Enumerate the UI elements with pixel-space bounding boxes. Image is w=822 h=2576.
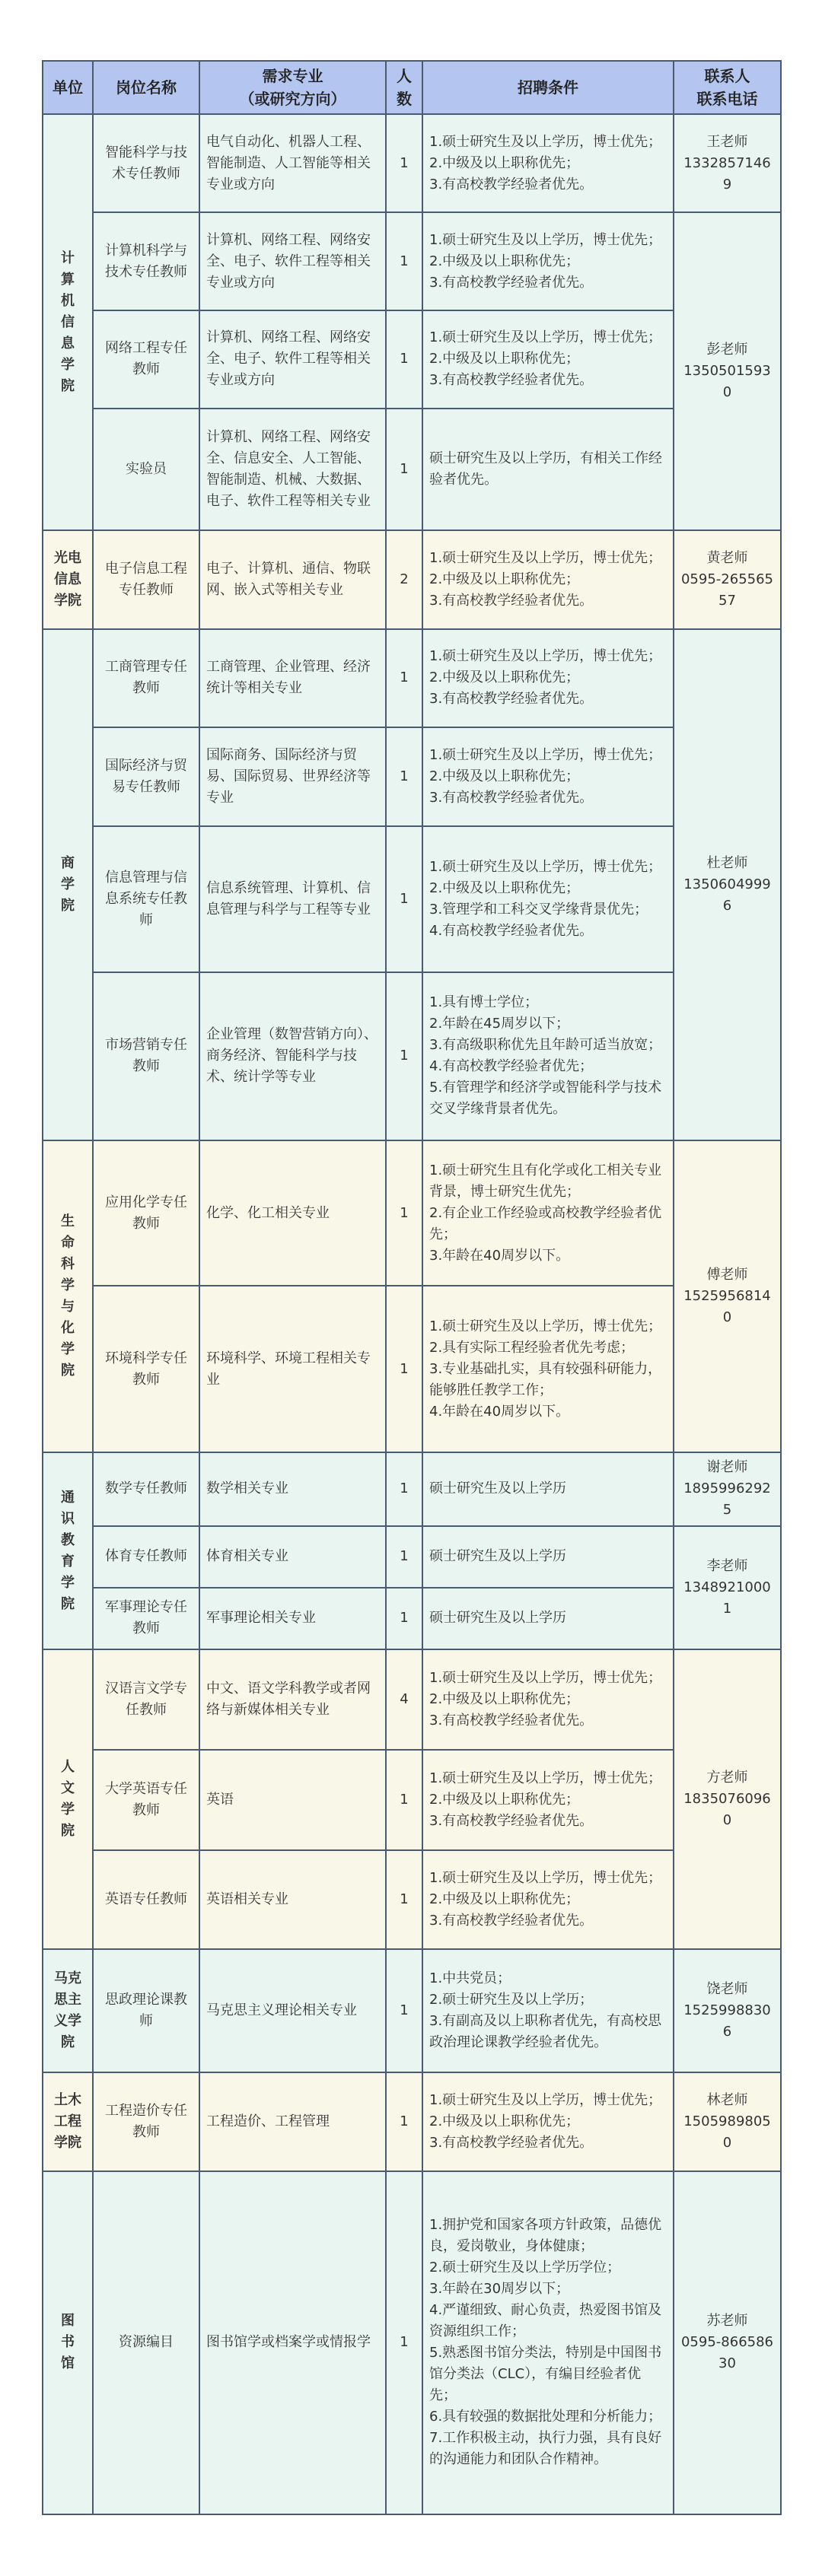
conditions-cell: 1.拥护党和国家各项方针政策，品德优良，爱岗敬业，身体健康； 2.硕士研究生及以上学历学位； 3.年龄在30周岁以下； 4.严谨细致、耐心负责，热爱图书馆及资源组织工作； 5.熟悉图书馆分类法，特别是中国图书馆分类法（CLC），有编目经验者优先； 6.具有较强的数据批处理和分析能力； 7.工作积极主动，执行力强，具有良好的沟通能力和团队合作精神。 xyxy=(422,2171,674,2514)
unit-cell: 土木 工程 学院 xyxy=(43,2072,93,2171)
contact-cell: 饶老师 15259988306 xyxy=(674,1949,781,2072)
conditions-cell: 1.硕士研究生及以上学历，博士优先； 2.中级及以上职称优先； 3.有高校教学经验者优先。 xyxy=(422,2072,674,2171)
position-cell: 资源编目 xyxy=(93,2171,199,2514)
unit-cell: 通 识 教 育 学 院 xyxy=(43,1452,93,1649)
contact-cell: 傅老师 15259568140 xyxy=(674,1140,781,1452)
major-cell: 马克思主义理论相关专业 xyxy=(199,1949,386,2072)
major-cell: 计算机、网络工程、网络安全、电子、软件工程等相关专业或方向 xyxy=(199,310,386,409)
table-body xyxy=(43,114,781,2514)
table-row xyxy=(43,1286,781,1452)
count-cell: 1 xyxy=(386,212,422,310)
conditions-cell: 1.硕士研究生及以上学历，博士优先； 2.中级及以上职称优先； 3.有高校教学经验者优先。 xyxy=(422,1750,674,1849)
count-cell: 1 xyxy=(386,1750,422,1849)
major-cell: 工商管理、企业管理、经济统计等相关专业 xyxy=(199,629,386,727)
major-cell: 环境科学、环境工程相关专业 xyxy=(199,1286,386,1452)
table-row xyxy=(43,1649,781,1750)
table-row xyxy=(43,2072,781,2171)
contact-cell: 方老师 18350760960 xyxy=(674,1649,781,1949)
table-row xyxy=(43,972,781,1141)
table-row xyxy=(43,1452,781,1526)
count-cell: 1 xyxy=(386,310,422,409)
table-row xyxy=(43,530,781,628)
major-cell: 计算机、网络工程、网络安全、电子、软件工程等相关专业或方向 xyxy=(199,212,386,310)
count-cell: 1 xyxy=(386,2072,422,2171)
major-cell: 工程造价、工程管理 xyxy=(199,2072,386,2171)
position-cell: 市场营销专任教师 xyxy=(93,972,199,1141)
count-cell: 1 xyxy=(386,629,422,727)
position-cell: 思政理论课教师 xyxy=(93,1949,199,2072)
contact-cell: 王老师 13328571469 xyxy=(674,114,781,212)
count-cell: 1 xyxy=(386,114,422,212)
conditions-cell: 1.具有博士学位； 2.年龄在45周岁以下； 3.有高级职称优先且年龄可适当放宽； 4.有高校教学经验者优先； 5.有管理学和经济学或智能科学与技术交叉学缘背景者优先。 xyxy=(422,972,674,1141)
count-cell: 1 xyxy=(386,1588,422,1649)
conditions-cell: 硕士研究生及以上学历 xyxy=(422,1588,674,1649)
position-cell: 计算机科学与技术专任教师 xyxy=(93,212,199,310)
contact-cell: 杜老师 13506049996 xyxy=(674,629,781,1141)
count-cell: 1 xyxy=(386,727,422,825)
conditions-cell: 硕士研究生及以上学历 xyxy=(422,1452,674,1526)
count-cell: 2 xyxy=(386,530,422,628)
table-row xyxy=(43,212,781,310)
contact-cell: 彭老师 13505015930 xyxy=(674,212,781,530)
header-conditions: 招聘条件 xyxy=(422,61,674,114)
major-cell: 企业管理（数智营销方向）、商务经济、智能科学与技术、统计学等专业 xyxy=(199,972,386,1141)
conditions-cell: 1.硕士研究生及以上学历，博士优先； 2.中级及以上职称优先； 3.有高校教学经验者优先。 xyxy=(422,212,674,310)
unit-cell: 计 算 机 信 息 学 院 xyxy=(43,114,93,530)
header-count: 人 数 xyxy=(386,61,422,114)
position-cell: 汉语言文学专任教师 xyxy=(93,1649,199,1750)
position-cell: 智能科学与技术专任教师 xyxy=(93,114,199,212)
position-cell: 英语专任教师 xyxy=(93,1850,199,1949)
position-cell: 工程造价专任教师 xyxy=(93,2072,199,2171)
table-row xyxy=(43,409,781,530)
conditions-cell: 1.硕士研究生及以上学历，博士优先； 2.具有实际工程经验者优先考虑； 3.专业基础扎实，具有较强科研能力，能够胜任教学工作； 4.年龄在40周岁以下。 xyxy=(422,1286,674,1452)
count-cell: 1 xyxy=(386,1526,422,1588)
table-row xyxy=(43,1850,781,1949)
major-cell: 英语相关专业 xyxy=(199,1850,386,1949)
unit-cell: 图 书 馆 xyxy=(43,2171,93,2514)
position-cell: 实验员 xyxy=(93,409,199,530)
position-cell: 体育专任教师 xyxy=(93,1526,199,1588)
position-cell: 网络工程专任教师 xyxy=(93,310,199,409)
position-cell: 信息管理与信息系统专任教师 xyxy=(93,826,199,972)
major-cell: 中文、语文学科教学或者网络与新媒体相关专业 xyxy=(199,1649,386,1750)
recruitment-table xyxy=(42,60,782,2515)
count-cell: 1 xyxy=(386,826,422,972)
header-row xyxy=(43,61,781,114)
count-cell: 1 xyxy=(386,1286,422,1452)
count-cell: 1 xyxy=(386,1850,422,1949)
contact-cell: 林老师 15059898050 xyxy=(674,2072,781,2171)
table-row xyxy=(43,826,781,972)
count-cell: 1 xyxy=(386,2171,422,2514)
major-cell: 英语 xyxy=(199,1750,386,1849)
conditions-cell: 硕士研究生及以上学历，有相关工作经验者优先。 xyxy=(422,409,674,530)
unit-cell: 商 学 院 xyxy=(43,629,93,1141)
table-row xyxy=(43,1588,781,1649)
conditions-cell: 1.硕士研究生及以上学历，博士优先； 2.中级及以上职称优先； 3.管理学和工科交叉学缘背景优先； 4.有高校教学经验者优先。 xyxy=(422,826,674,972)
table-row xyxy=(43,629,781,727)
count-cell: 4 xyxy=(386,1649,422,1750)
table-row xyxy=(43,2171,781,2514)
major-cell: 图书馆学或档案学或情报学 xyxy=(199,2171,386,2514)
major-cell: 国际商务、国际经济与贸易、国际贸易、世界经济等专业 xyxy=(199,727,386,825)
major-cell: 信息系统管理、计算机、信息管理与科学与工程等专业 xyxy=(199,826,386,972)
contact-cell: 黄老师 0595-26556557 xyxy=(674,530,781,628)
major-cell: 电气自动化、机器人工程、智能制造、人工智能等相关专业或方向 xyxy=(199,114,386,212)
contact-cell: 李老师 13489210001 xyxy=(674,1526,781,1649)
position-cell: 应用化学专任教师 xyxy=(93,1140,199,1286)
conditions-cell: 1.硕士研究生及以上学历，博士优先； 2.中级及以上职称优先； 3.有高校教学经验者优先。 xyxy=(422,727,674,825)
contact-cell: 谢老师 18959962925 xyxy=(674,1452,781,1526)
position-cell: 环境科学专任教师 xyxy=(93,1286,199,1452)
position-cell: 国际经济与贸易专任教师 xyxy=(93,727,199,825)
conditions-cell: 1.硕士研究生及以上学历，博士优先； 2.中级及以上职称优先； 3.有高校教学经验者优先。 xyxy=(422,310,674,409)
header-contact: 联系人 联系电话 xyxy=(674,61,781,114)
position-cell: 数学专任教师 xyxy=(93,1452,199,1526)
unit-cell: 人 文 学 院 xyxy=(43,1649,93,1949)
table-row xyxy=(43,727,781,825)
conditions-cell: 1.中共党员； 2.硕士研究生及以上学历； 3.有副高及以上职称者优先，有高校思政治理论课教学经验者优先。 xyxy=(422,1949,674,2072)
count-cell: 1 xyxy=(386,409,422,530)
conditions-cell: 1.硕士研究生及以上学历，博士优先； 2.中级及以上职称优先； 3.有高校教学经验者优先。 xyxy=(422,114,674,212)
conditions-cell: 硕士研究生及以上学历 xyxy=(422,1526,674,1588)
count-cell: 1 xyxy=(386,1140,422,1286)
position-cell: 军事理论专任教师 xyxy=(93,1588,199,1649)
major-cell: 数学相关专业 xyxy=(199,1452,386,1526)
header-unit: 单位 xyxy=(43,61,93,114)
conditions-cell: 1.硕士研究生及以上学历，博士优先； 2.中级及以上职称优先； 3.有高校教学经验者优先。 xyxy=(422,530,674,628)
conditions-cell: 1.硕士研究生且有化学或化工相关专业背景，博士研究生优先； 2.有企业工作经验或高校教学经验者优先； 3.年龄在40周岁以下。 xyxy=(422,1140,674,1286)
contact-cell: 苏老师 0595-86658630 xyxy=(674,2171,781,2514)
major-cell: 化学、化工相关专业 xyxy=(199,1140,386,1286)
position-cell: 工商管理专任教师 xyxy=(93,629,199,727)
table-row xyxy=(43,114,781,212)
position-cell: 大学英语专任教师 xyxy=(93,1750,199,1849)
conditions-cell: 1.硕士研究生及以上学历，博士优先； 2.中级及以上职称优先； 3.有高校教学经验者优先。 xyxy=(422,1850,674,1949)
unit-cell: 生 命 科 学 与 化 学 院 xyxy=(43,1140,93,1452)
major-cell: 电子、计算机、通信、物联网、嵌入式等相关专业 xyxy=(199,530,386,628)
table-row xyxy=(43,1140,781,1286)
count-cell: 1 xyxy=(386,1949,422,2072)
unit-cell: 马克 思主 义学 院 xyxy=(43,1949,93,2072)
unit-cell: 光电 信息 学院 xyxy=(43,530,93,628)
conditions-cell: 1.硕士研究生及以上学历，博士优先； 2.中级及以上职称优先； 3.有高校教学经验者优先。 xyxy=(422,629,674,727)
major-cell: 军事理论相关专业 xyxy=(199,1588,386,1649)
count-cell: 1 xyxy=(386,1452,422,1526)
header-major: 需求专业 （或研究方向） xyxy=(199,61,386,114)
count-cell: 1 xyxy=(386,972,422,1141)
conditions-cell: 1.硕士研究生及以上学历，博士优先； 2.中级及以上职称优先； 3.有高校教学经验者优先。 xyxy=(422,1649,674,1750)
position-cell: 电子信息工程专任教师 xyxy=(93,530,199,628)
table-row xyxy=(43,310,781,409)
major-cell: 体育相关专业 xyxy=(199,1526,386,1588)
table-row xyxy=(43,1949,781,2072)
major-cell: 计算机、网络工程、网络安全、信息安全、人工智能、智能制造、机械、大数据、电子、软件工程等相关专业 xyxy=(199,409,386,530)
header-position: 岗位名称 xyxy=(93,61,199,114)
table-row xyxy=(43,1750,781,1849)
table-row xyxy=(43,1526,781,1588)
